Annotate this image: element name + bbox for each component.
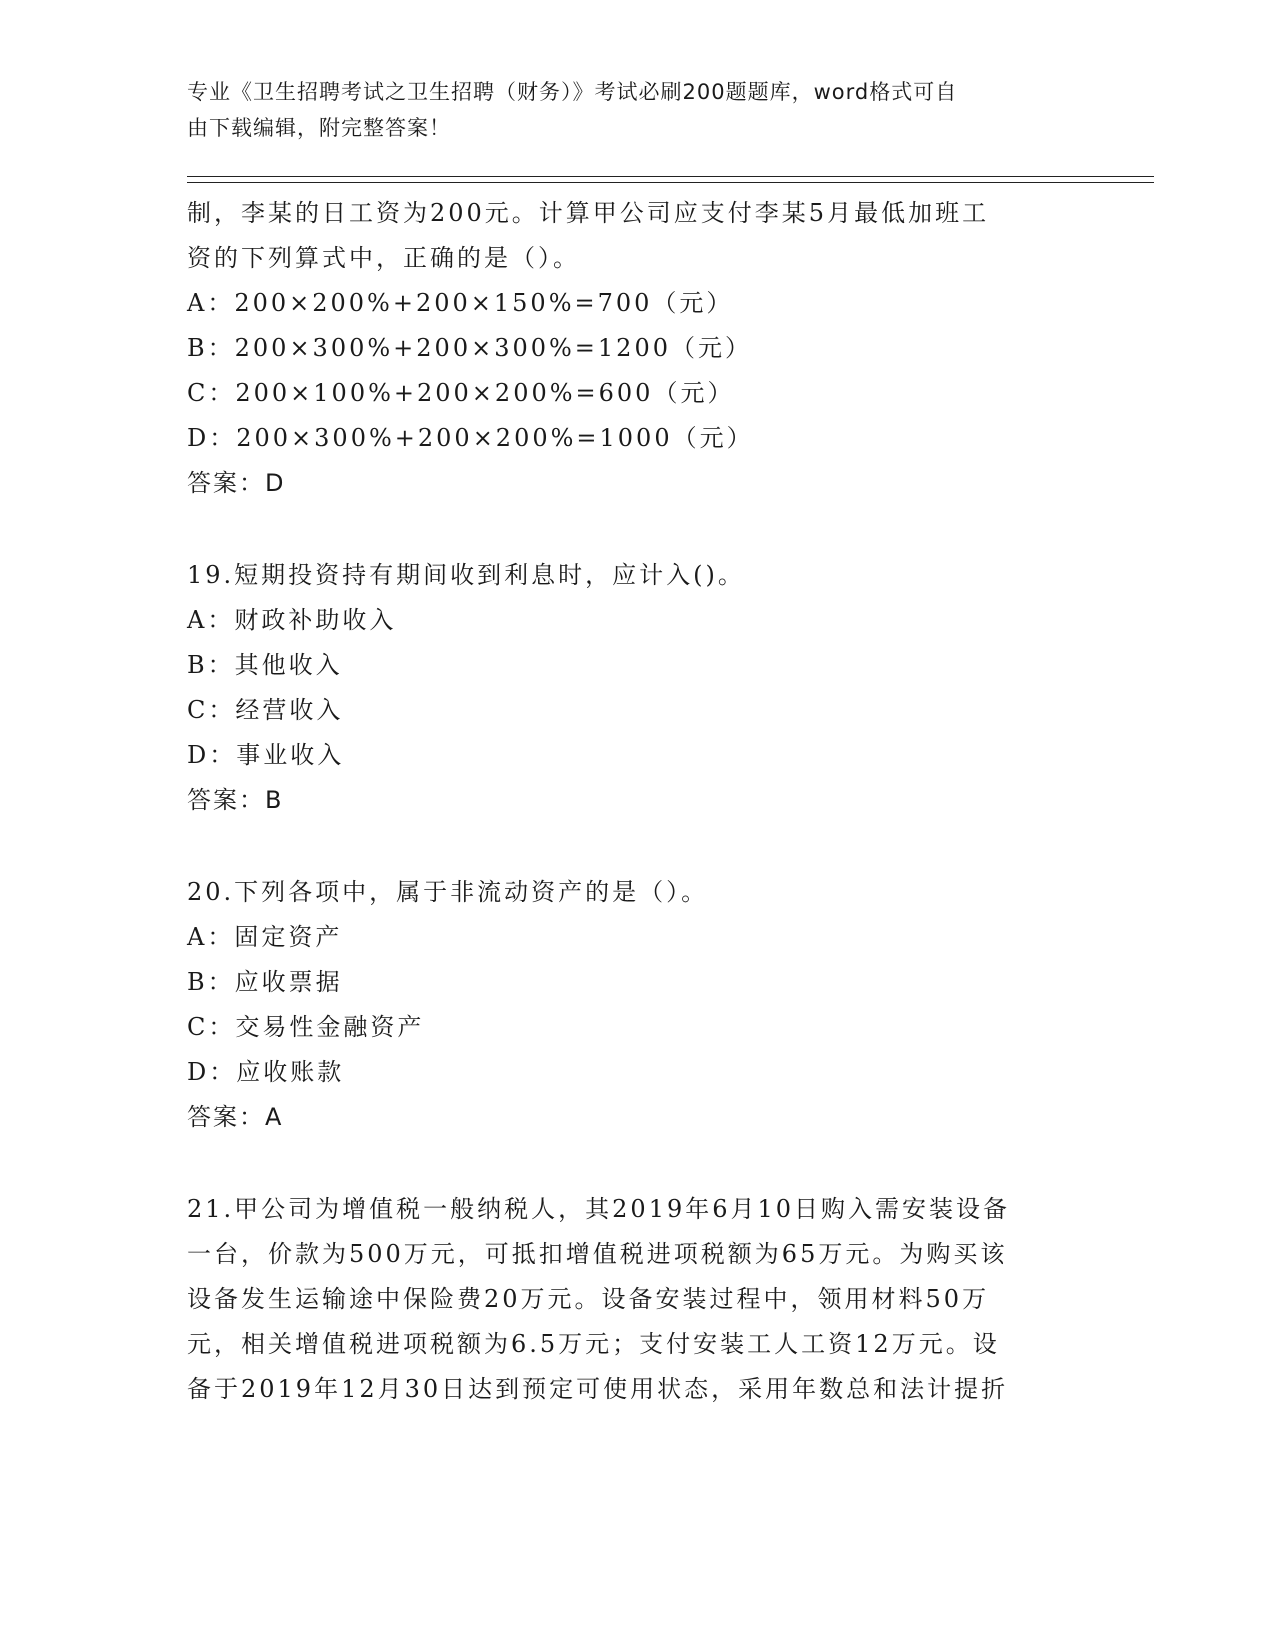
option-b: B：200×300%+200×300%=1200（元） xyxy=(187,334,752,362)
option-b: B：其他收入 xyxy=(187,651,343,679)
option-d: D：200×300%+200×200%=1000（元） xyxy=(187,424,754,452)
header-divider-bottom xyxy=(187,182,1154,183)
option-a: A：财政补助收入 xyxy=(187,606,397,634)
answer: 答案：A xyxy=(187,1103,284,1131)
question-text: 19.短期投资持有期间收到利息时，应计入()。 xyxy=(187,561,745,589)
option-d: D：应收账款 xyxy=(187,1058,345,1086)
page-header xyxy=(187,74,1067,146)
question-text-line: 设备发生运输途中保险费20万元。设备安装过程中，领用材料50万 xyxy=(187,1285,990,1313)
question-text-line: 21.甲公司为增值税一般纳税人，其2019年6月10日购入需安装设备 xyxy=(187,1195,1011,1223)
question-18 xyxy=(187,191,1087,506)
answer: 答案：D xyxy=(187,469,286,497)
header-divider-top xyxy=(187,176,1154,177)
option-d: D：事业收入 xyxy=(187,741,345,769)
question-text-line: 资的下列算式中，正确的是（）。 xyxy=(187,244,580,272)
question-text-line: 元，相关增值税进项税额为6.5万元；支付安装工人工资12万元。设 xyxy=(187,1330,1000,1358)
question-21 xyxy=(187,1187,1087,1412)
spacer xyxy=(187,1140,1087,1187)
option-c: C：200×100%+200×200%=600（元） xyxy=(187,379,735,407)
question-text: 20.下列各项中，属于非流动资产的是（）。 xyxy=(187,878,709,906)
header-line-1: 专业《卫生招聘考试之卫生招聘（财务）》考试必刷200题题库，word格式可自 xyxy=(187,80,958,104)
option-b: B：应收票据 xyxy=(187,968,343,996)
document-body xyxy=(187,191,1087,1412)
spacer xyxy=(187,506,1087,553)
option-c: C：经营收入 xyxy=(187,696,344,724)
spacer xyxy=(187,823,1087,870)
option-a: A：200×200%+200×150%=700（元） xyxy=(187,289,734,317)
question-text-line: 一台，价款为500万元，可抵扣增值税进项税额为65万元。为购买该 xyxy=(187,1240,1008,1268)
header-line-2: 由下载编辑，附完整答案！ xyxy=(187,116,451,140)
question-20 xyxy=(187,870,1087,1140)
question-text-line: 备于2019年12月30日达到预定可使用状态，采用年数总和法计提折 xyxy=(187,1375,1009,1403)
question-text-line: 制，李某的日工资为200元。计算甲公司应支付李某5月最低加班工 xyxy=(187,199,990,227)
answer: 答案：B xyxy=(187,786,284,814)
option-c: C：交易性金融资产 xyxy=(187,1013,425,1041)
question-19 xyxy=(187,553,1087,823)
option-a: A：固定资产 xyxy=(187,923,343,951)
